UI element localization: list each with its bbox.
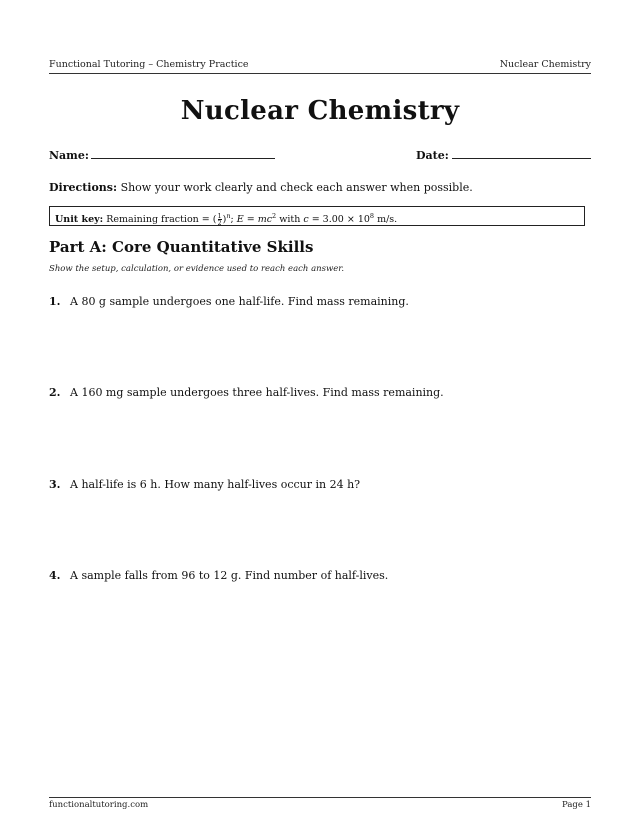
name-blank-line (91, 158, 275, 159)
fraction-denominator: 2 (217, 219, 222, 228)
unit-key-units: m/s. (374, 214, 398, 226)
unit-key-c-value: = 3.00 × 10 (308, 214, 370, 226)
unit-key-fraction-text: Remaining fraction = ( (106, 214, 217, 226)
question-number: 4. (49, 569, 61, 582)
unit-key-label: Unit key: (55, 214, 104, 226)
directions-text: Show your work clearly and check each answer when possible. (120, 181, 473, 194)
unit-key-paren: ) (222, 214, 227, 226)
directions (49, 181, 473, 194)
question-text: A sample falls from 96 to 12 g. Find number of half-lives. (70, 569, 389, 582)
question-text: A 80 g sample undergoes one half-life. Find mass remaining. (70, 295, 409, 308)
question-number: 3. (49, 478, 61, 491)
exponent-2: 2 (272, 212, 277, 220)
question-text: A half-life is 6 h. How many half-lives occur in 24 h? (70, 478, 361, 491)
part-a-title: Part A: Core Quantitative Skills (49, 238, 314, 256)
energy-equation: E = mc (236, 214, 273, 226)
date-blank-line (452, 158, 591, 159)
question-1 (49, 295, 409, 308)
directions-label: Directions: (49, 181, 118, 194)
header-divider (49, 73, 591, 74)
exponent-n: n (226, 212, 231, 220)
footer-divider (49, 797, 591, 798)
fraction-numerator: 1 (217, 211, 222, 220)
question-2 (49, 386, 444, 399)
speed-of-light-var: c (303, 214, 309, 226)
name-label: Name: (49, 149, 89, 162)
unit-key-sep: ; (230, 214, 237, 226)
header-topic: Nuclear Chemistry (499, 59, 591, 70)
page-title: Nuclear Chemistry (180, 96, 460, 126)
question-3 (49, 478, 360, 491)
date-label: Date: (416, 149, 449, 162)
question-number: 1. (49, 295, 61, 308)
exponent-8: 8 (369, 212, 375, 220)
question-number: 2. (49, 386, 61, 399)
footer-page-number: Page 1 (562, 800, 591, 810)
footer-website: functionaltutoring.com (49, 800, 149, 810)
unit-key-box (49, 206, 585, 226)
question-text: A 160 mg sample undergoes three half-lives. Find mass remaining. (70, 386, 444, 399)
question-4 (49, 569, 388, 582)
part-a-subtitle: Show the setup, calculation, or evidence used to reach each answer. (49, 264, 345, 274)
header-course-title: Functional Tutoring – Chemistry Practice (49, 59, 249, 70)
one-half-fraction (218, 213, 222, 227)
unit-key-with: with (276, 214, 304, 226)
